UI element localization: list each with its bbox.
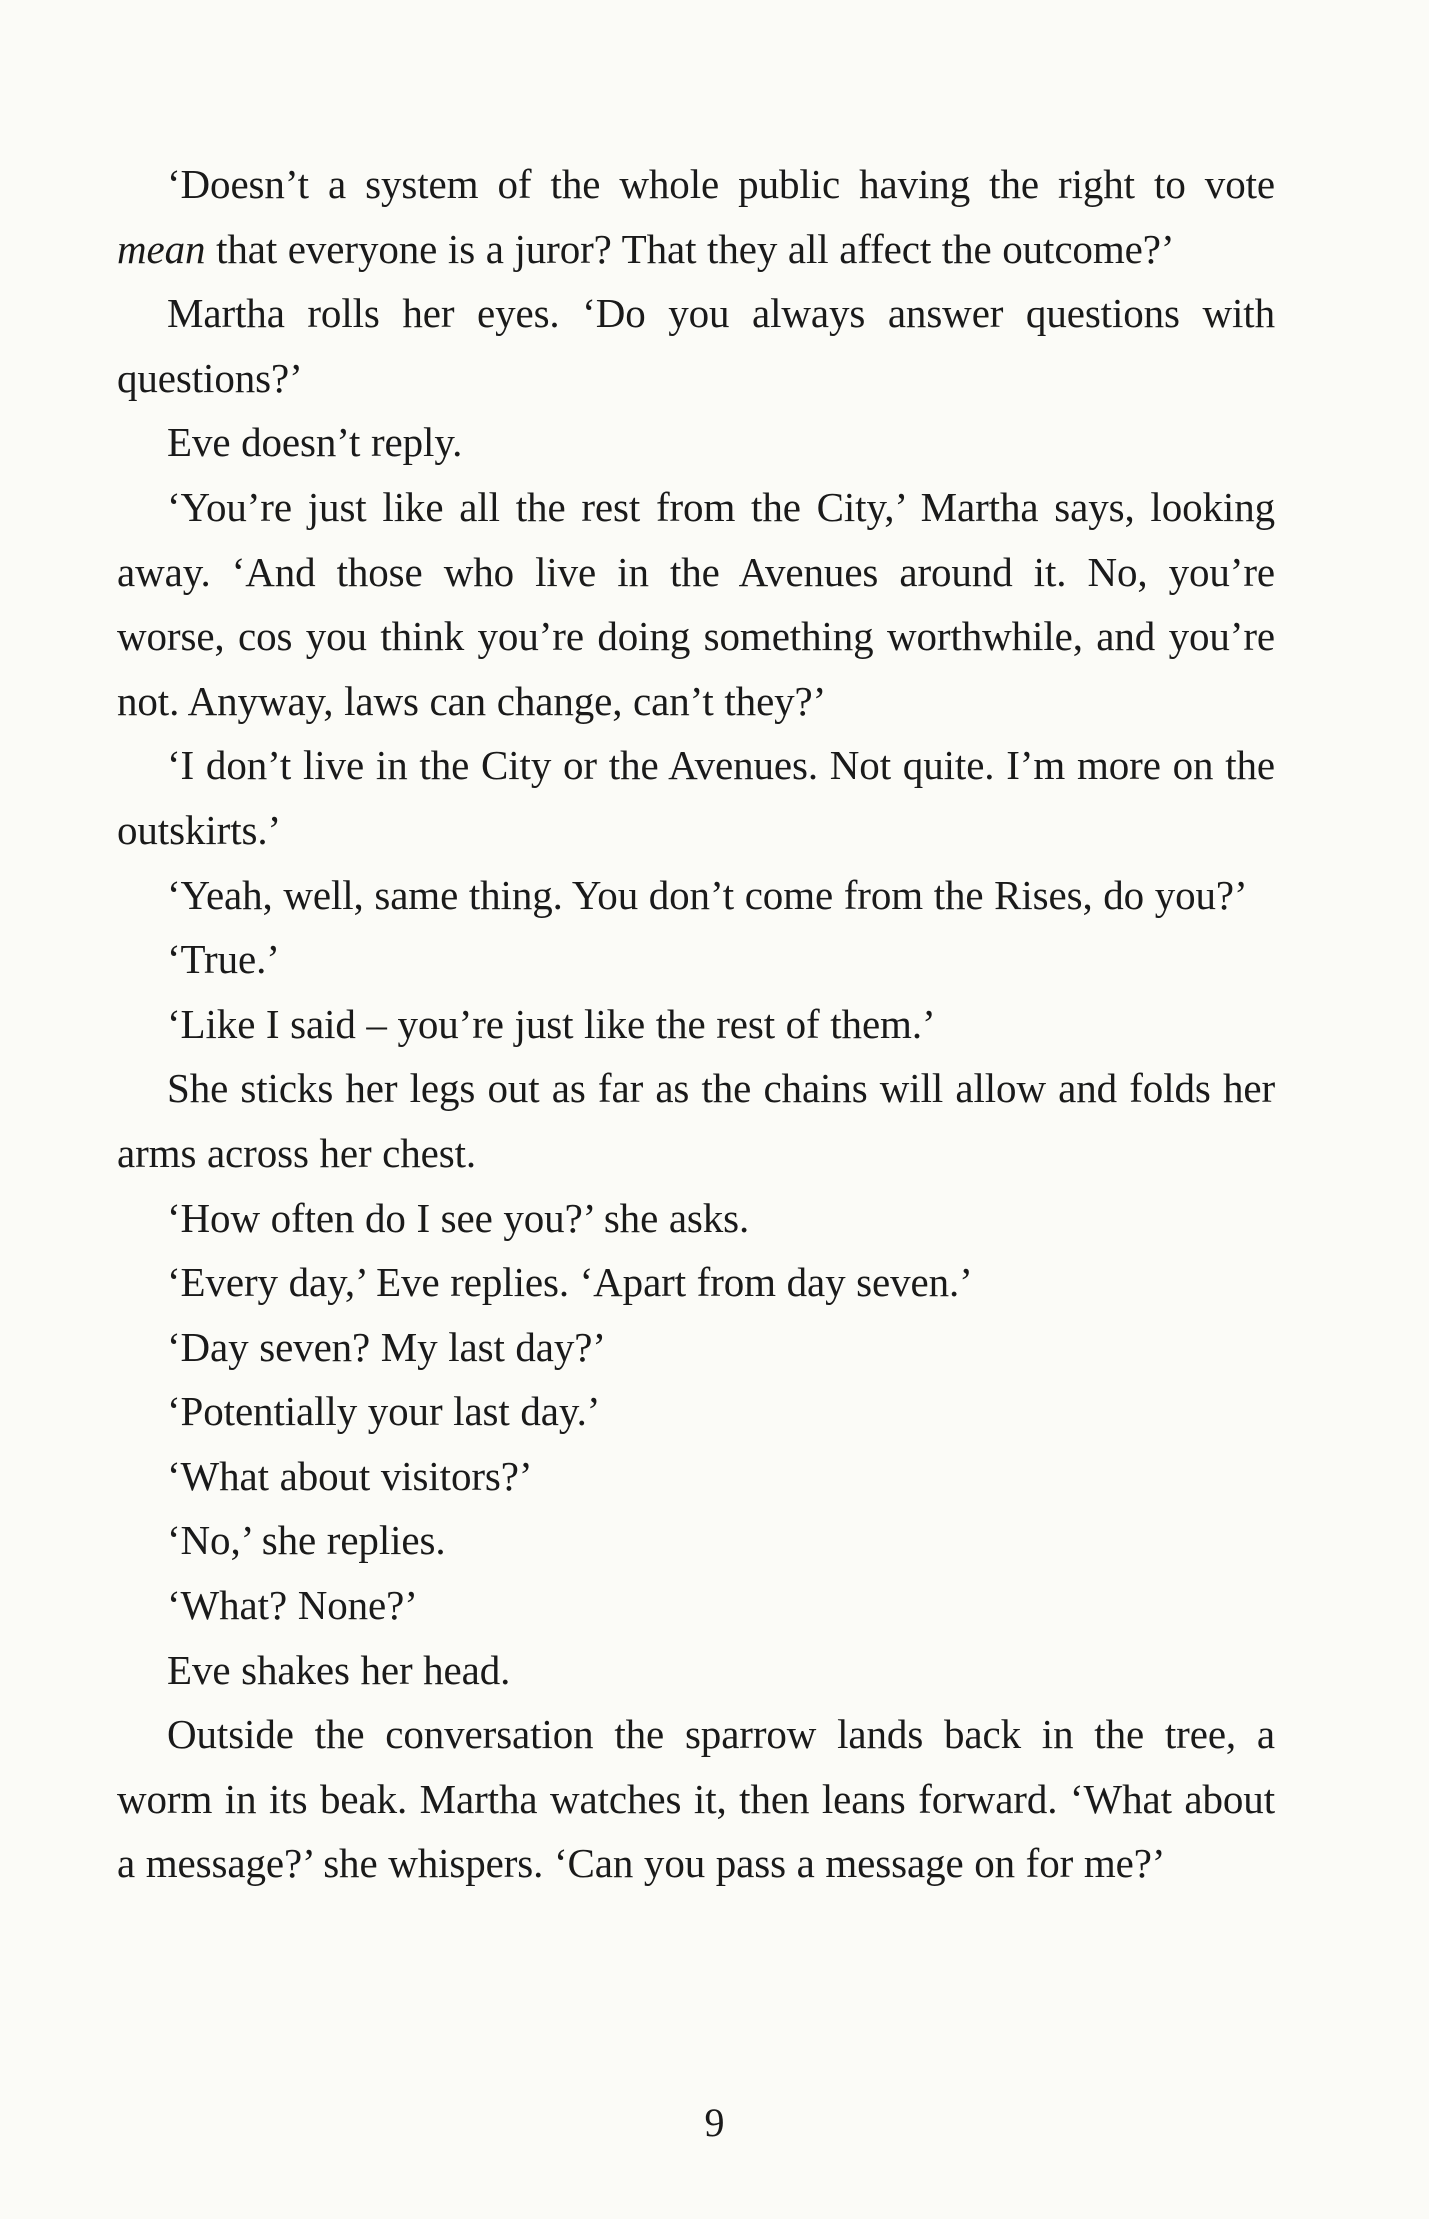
paragraph [117,152,1275,281]
emphasized-word: mean [117,225,206,272]
paragraph: ‘What about visitors?’ [167,1452,533,1499]
page-number: 9 [704,2100,725,2145]
paragraph: ‘What? None?’ [167,1582,418,1629]
paragraph: She sticks her legs out as far as the chains will allow and folds her arms across her chest. [117,1065,1275,1176]
paragraph: ‘Every day,’ Eve replies. ‘Apart from day seven.’ [167,1259,973,1306]
paragraph: ‘How often do I see you?’ she asks. [167,1194,750,1241]
paragraph: ‘Yeah, well, same thing. You don’t come from the Rises, do you?’ [167,871,1248,918]
paragraph: ‘No,’ she replies. [167,1517,446,1564]
paragraph: ‘You’re just like all the rest from the City,’ Martha says, looking away. ‘And those who live in the Avenues around it. No, you’re worse, cos you think you’re doing something worthwhile, and you’re not. Anyway, laws can change, can’t they?’ [117,483,1275,724]
page-body [117,152,1275,1896]
paragraph: ‘True.’ [167,936,280,983]
paragraph: Outside the conversation the sparrow lands back in the tree, a worm in its beak. Martha watches it, then leans forward. ‘What about a message?’ she whispers. ‘Can you pass a message on for me?’ [117,1711,1275,1887]
paragraph-text: that everyone is a juror? That they all affect the outcome?’ [205,225,1175,272]
paragraph: Eve shakes her head. [167,1646,511,1693]
paragraph: ‘Like I said – you’re just like the rest of them.’ [167,1000,936,1047]
paragraph: ‘I don’t live in the City or the Avenues. Not quite. I’m more on the outskirts.’ [117,742,1275,853]
paragraph: Martha rolls her eyes. ‘Do you always answer questions with questions?’ [117,290,1275,401]
paragraph-text: ‘Doesn’t a system of the whole public having the right to vote [167,161,1275,207]
paragraph: ‘Day seven? My last day?’ [167,1323,606,1370]
paragraph: Eve doesn’t reply. [167,419,463,466]
paragraph: ‘Potentially your last day.’ [167,1388,601,1435]
